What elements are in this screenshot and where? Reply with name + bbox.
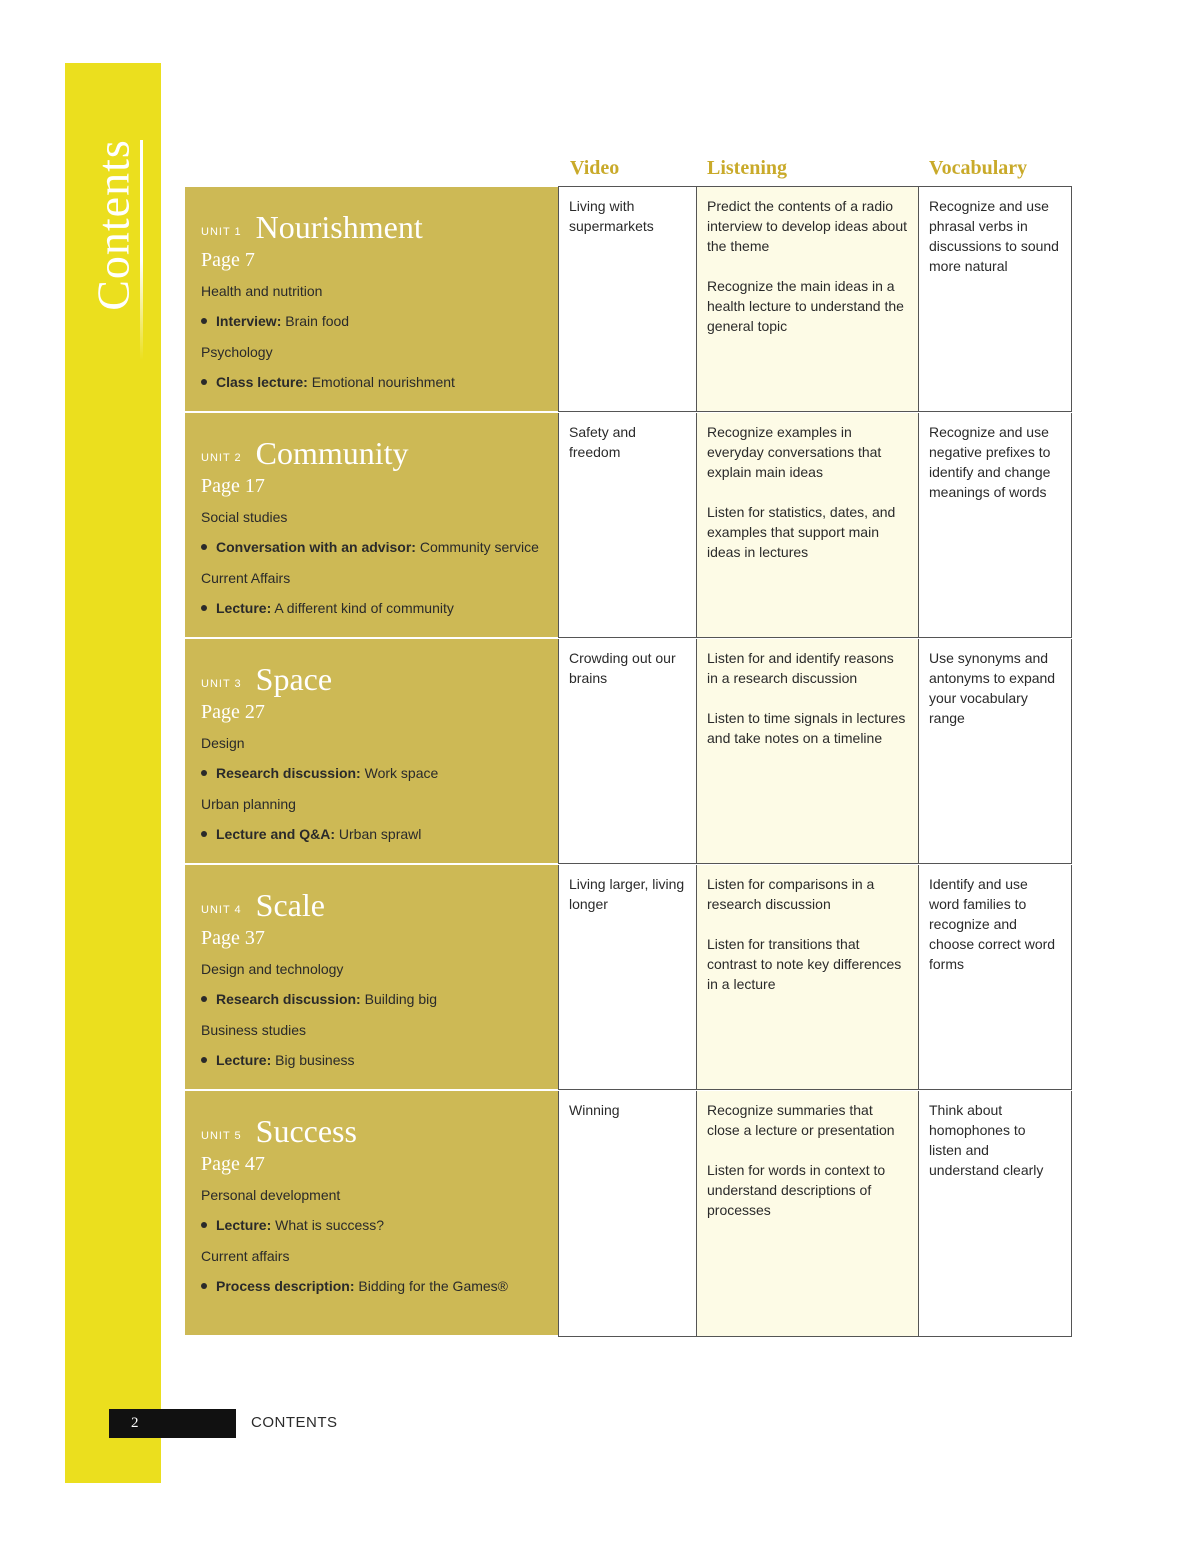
unit-cell bbox=[185, 639, 558, 863]
unit-page: Page 47 bbox=[201, 1153, 265, 1175]
page-number: 2 bbox=[131, 1415, 139, 1431]
unit-cell bbox=[185, 187, 558, 411]
topic-2: Current affairs bbox=[201, 1248, 290, 1264]
topic-1-item: Research discussion: Building big bbox=[201, 991, 437, 1007]
unit-page: Page 17 bbox=[201, 475, 265, 497]
topic-2: Business studies bbox=[201, 1022, 307, 1038]
unit-name: Space bbox=[255, 661, 333, 697]
vocabulary-cell: Identify and use word families to recognize and choose correct word forms bbox=[918, 865, 1072, 1089]
vocabulary-cell: Recognize and use negative prefixes to identify and change meanings of words bbox=[918, 413, 1072, 637]
unit-row-2 bbox=[185, 413, 1072, 639]
bullet-icon bbox=[201, 379, 207, 385]
row-rule bbox=[558, 411, 1072, 412]
bullet-icon bbox=[201, 770, 207, 776]
topic-1-item: Interview: Brain food bbox=[201, 313, 349, 329]
row-rule bbox=[558, 637, 1072, 638]
topic-2: Current Affairs bbox=[201, 570, 291, 586]
column-header-video: Video bbox=[570, 157, 620, 179]
bullet-icon bbox=[201, 1283, 207, 1289]
sidebar-title: Contents bbox=[87, 139, 139, 311]
topic-2-item: Class lecture: Emotional nourishment bbox=[201, 374, 455, 390]
topic-1: Health and nutrition bbox=[201, 283, 323, 299]
unit-cell bbox=[185, 1091, 558, 1335]
vocabulary-cell: Recognize and use phrasal verbs in discussions to sound more natural bbox=[918, 187, 1072, 411]
unit-row-4 bbox=[185, 865, 1072, 1091]
unit-cell bbox=[185, 865, 558, 1089]
topic-2-item: Process description: Bidding for the Games® bbox=[201, 1278, 508, 1294]
bullet-icon bbox=[201, 605, 207, 611]
unit-row-1 bbox=[185, 187, 1072, 413]
unit-name: Scale bbox=[255, 887, 325, 923]
unit-label: UNIT 5 bbox=[201, 1130, 242, 1142]
listening-cell: Recognize examples in everyday conversations that explain main ideas Listen for statistics, dates, and examples that support main ideas in lectures bbox=[696, 413, 918, 637]
unit-name: Community bbox=[255, 435, 409, 471]
unit-name: Success bbox=[255, 1113, 357, 1149]
unit-page: Page 7 bbox=[201, 249, 255, 271]
unit-cell bbox=[185, 413, 558, 637]
row-rule bbox=[558, 1089, 1072, 1090]
topic-1: Personal development bbox=[201, 1187, 341, 1203]
topic-2-item: Lecture: Big business bbox=[201, 1052, 355, 1068]
video-cell: Safety and freedom bbox=[558, 413, 696, 637]
column-header-listening: Listening bbox=[707, 157, 788, 179]
topic-2: Urban planning bbox=[201, 796, 296, 812]
topic-1-item: Lecture: What is success? bbox=[201, 1217, 384, 1233]
unit-row-3 bbox=[185, 639, 1072, 865]
unit-label: UNIT 1 bbox=[201, 226, 242, 238]
bullet-icon bbox=[201, 831, 207, 837]
bullet-icon bbox=[201, 318, 207, 324]
bullet-icon bbox=[201, 996, 207, 1002]
video-cell: Winning bbox=[558, 1091, 696, 1336]
unit-page: Page 27 bbox=[201, 701, 265, 723]
unit-label: UNIT 2 bbox=[201, 452, 242, 464]
listening-cell: Predict the contents of a radio interview to develop ideas about the theme Recognize the main ideas in a health lecture to understand the general topic bbox=[696, 187, 918, 411]
unit-row-5 bbox=[185, 1091, 1072, 1337]
row-rule bbox=[558, 863, 1072, 864]
topic-1: Social studies bbox=[201, 509, 288, 525]
listening-cell: Listen for comparisons in a research discussion Listen for transitions that contrast to note key differences in a lecture bbox=[696, 865, 918, 1089]
bullet-icon bbox=[201, 1057, 207, 1063]
unit-page: Page 37 bbox=[201, 927, 265, 949]
bullet-icon bbox=[201, 544, 207, 550]
listening-cell: Recognize summaries that close a lecture or presentation Listen for words in context to understand descriptions of processes bbox=[696, 1091, 918, 1336]
footer-label: CONTENTS bbox=[251, 1414, 338, 1431]
column-header-vocabulary: Vocabulary bbox=[929, 157, 1028, 179]
topic-2: Psychology bbox=[201, 344, 273, 360]
topic-2-item: Lecture: A different kind of community bbox=[201, 600, 454, 616]
unit-name: Nourishment bbox=[255, 209, 423, 245]
topic-1: Design bbox=[201, 735, 245, 751]
sidebar-rule bbox=[140, 140, 143, 360]
page-number-box bbox=[109, 1409, 236, 1438]
row-rule bbox=[558, 1336, 1072, 1337]
vocabulary-cell: Think about homophones to listen and understand clearly bbox=[918, 1091, 1072, 1336]
topic-2-item: Lecture and Q&A: Urban sprawl bbox=[201, 826, 421, 842]
bullet-icon bbox=[201, 1222, 207, 1228]
video-cell: Living with supermarkets bbox=[558, 187, 696, 411]
unit-label: UNIT 4 bbox=[201, 904, 242, 916]
video-cell: Living larger, living longer bbox=[558, 865, 696, 1089]
listening-cell: Listen for and identify reasons in a research discussion Listen to time signals in lectures and take notes on a timeline bbox=[696, 639, 918, 863]
video-cell: Crowding out our brains bbox=[558, 639, 696, 863]
topic-1: Design and technology bbox=[201, 961, 344, 977]
topic-1-item: Research discussion: Work space bbox=[201, 765, 438, 781]
unit-label: UNIT 3 bbox=[201, 678, 242, 690]
vocabulary-cell: Use synonyms and antonyms to expand your vocabulary range bbox=[918, 639, 1072, 863]
topic-1-item: Conversation with an advisor: Community service bbox=[201, 539, 539, 555]
